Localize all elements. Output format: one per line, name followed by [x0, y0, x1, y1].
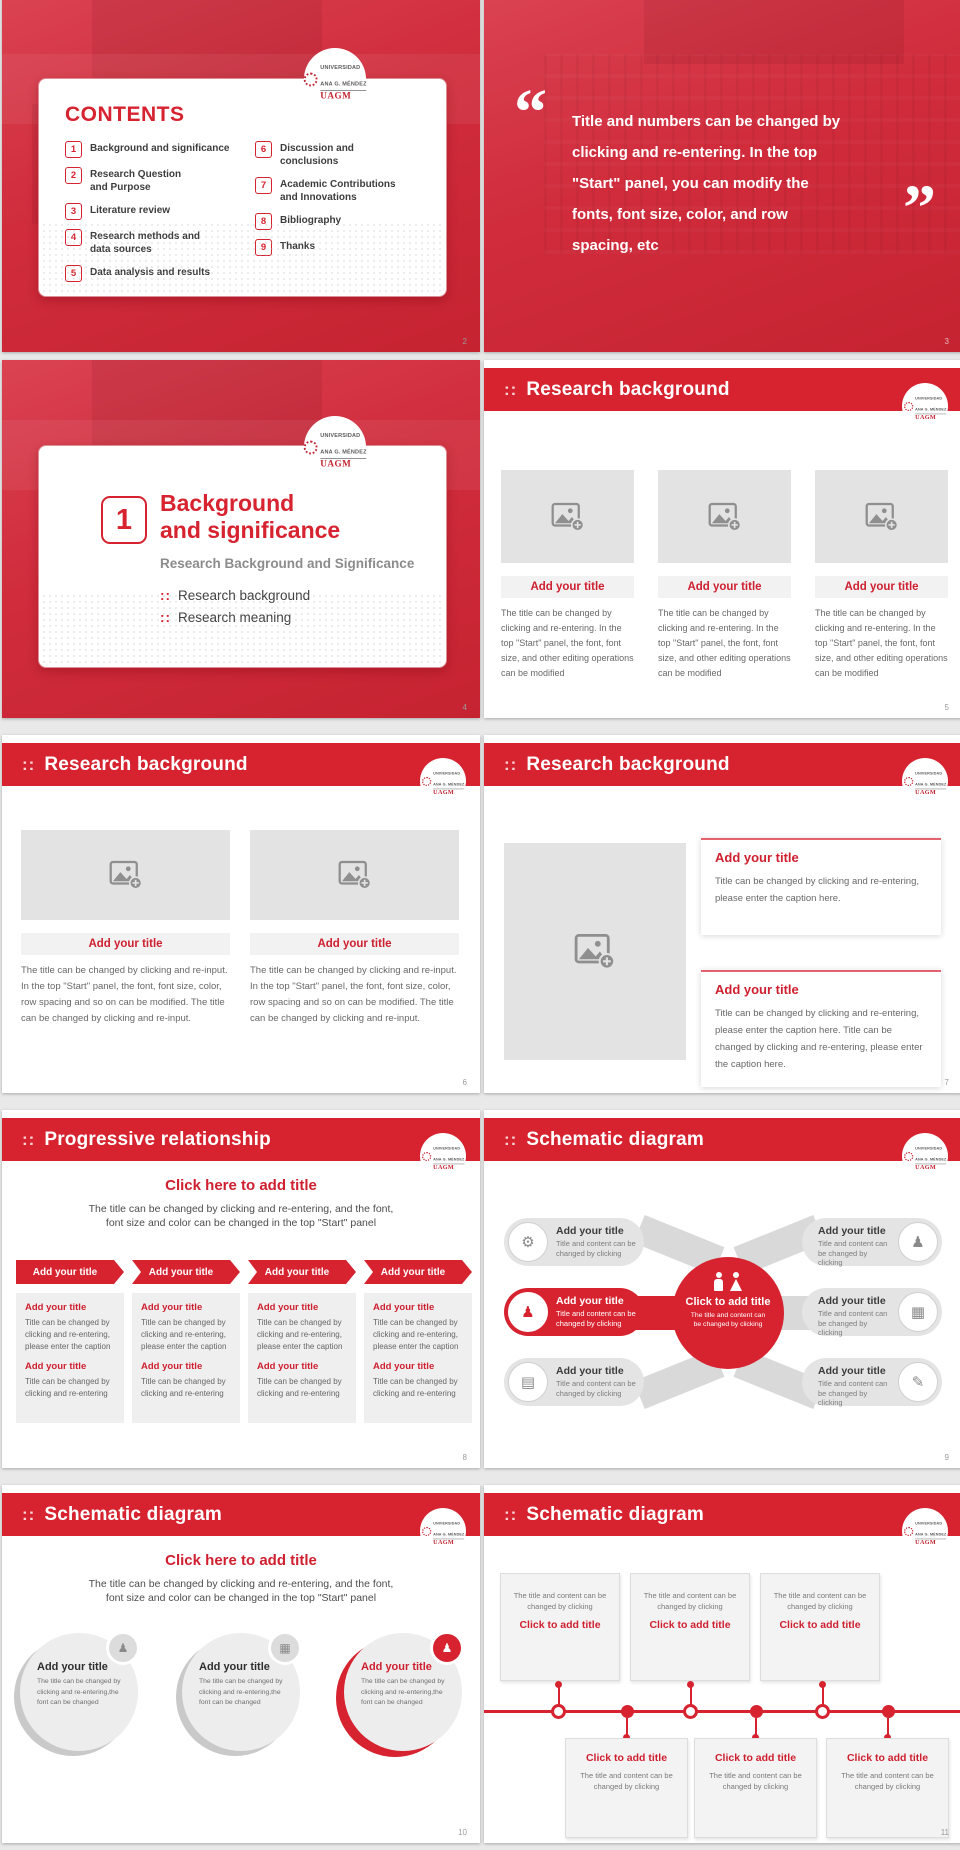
- hub-item-pill[interactable]: [802, 1218, 942, 1266]
- arrow-step-header[interactable]: Add your title: [364, 1260, 462, 1284]
- timeline-title: Click to add title: [519, 1619, 601, 1631]
- timeline-bottom-box[interactable]: [826, 1738, 949, 1838]
- uagm-logo-badge: [304, 48, 366, 110]
- section-bullet: :: Research meaning: [160, 610, 292, 625]
- hub-item-pill[interactable]: [504, 1218, 644, 1266]
- toc-number: 8: [255, 213, 272, 230]
- body-title: Click here to add title: [165, 1177, 317, 1194]
- slide-research2-thumbnail[interactable]: [2, 735, 480, 1093]
- card-title[interactable]: Add your title: [658, 576, 791, 598]
- pill-title: Add your title: [556, 1225, 624, 1237]
- quote-line: clicking and re-entering. In the top: [572, 144, 818, 161]
- table-of-contents: [65, 141, 413, 282]
- pill-title: Add your title: [818, 1365, 886, 1377]
- toc-number: 1: [65, 141, 82, 158]
- card-columns: [21, 830, 459, 1027]
- quote-text: [572, 106, 884, 261]
- cell-title: Add your title: [25, 1361, 87, 1372]
- close-quote-icon: ”: [903, 172, 936, 245]
- page-number: 3: [944, 337, 949, 346]
- body-title: Click here to add title: [165, 1552, 317, 1569]
- slide-hub-thumbnail[interactable]: [484, 1110, 960, 1468]
- content-card: [250, 830, 459, 1027]
- pill-body: Title and content can be changed by clicking: [818, 1309, 888, 1337]
- uagm-flower-icon: [904, 776, 913, 785]
- circle-title: Add your title: [199, 1661, 270, 1673]
- slide-header-title: Progressive relationship: [44, 1128, 271, 1150]
- box-body: Title can be changed by clicking and re-entering, please enter the caption here. Title can be changed by clicking and re-entering, please enter the caption here.: [715, 1008, 923, 1070]
- uagm-logo: UNIVERSIDAD ANA G. MÉNDEZ UAGM: [904, 1141, 946, 1171]
- timeline-title: Click to add title: [779, 1619, 861, 1631]
- pencil-icon: ✎: [898, 1362, 938, 1402]
- cell-title: Add your title: [373, 1361, 435, 1372]
- uagm-logo: UNIVERSIDAD ANA G. MÉNDEZ UAGM: [422, 766, 464, 796]
- slide-header-bar: [484, 368, 960, 411]
- image-placeholder-icon: [109, 860, 143, 890]
- cell-title: Add your title: [257, 1361, 319, 1372]
- uagm-logo-badge: [420, 1508, 466, 1554]
- card-title[interactable]: Add your title: [501, 576, 634, 598]
- card-title[interactable]: Add your title: [250, 933, 459, 955]
- slide-timeline-thumbnail[interactable]: [484, 1485, 960, 1843]
- slide-header-title: Schematic diagram: [526, 1503, 704, 1525]
- timeline-body: The title and content can be changed by clicking: [841, 1771, 934, 1791]
- cell-title: Add your title: [25, 1302, 87, 1313]
- cell-body: Title can be changed by clicking and re-entering, please enter the caption: [141, 1318, 227, 1351]
- hub-item-pill[interactable]: [802, 1288, 942, 1336]
- slide-header-title: Research background: [526, 378, 730, 400]
- timeline-node-ring: [815, 1704, 830, 1719]
- uagm-flower-icon: [422, 776, 431, 785]
- pill-body: Title and content can be changed by clicking: [556, 1379, 636, 1398]
- section-title: Background and significance: [160, 490, 341, 544]
- card-body: The title can be changed by clicking and re-entering. In the top "Start" panel, the font, font size, and other editing operations can be modified: [501, 608, 634, 678]
- uagm-logo-badge: [304, 416, 366, 478]
- pill-title: Add your title: [818, 1225, 886, 1237]
- quote-line: "Start" panel, you can modify the: [572, 175, 809, 192]
- info-box[interactable]: [701, 838, 941, 935]
- page-number: 4: [462, 703, 467, 712]
- step-column: [132, 1260, 240, 1423]
- step-box: [16, 1293, 124, 1423]
- bullet-dots-icon: ::: [160, 588, 171, 603]
- card-body: The title can be changed by clicking and re-entering. In the top "Start" panel, the font, font size, and other editing operations can be modified: [815, 608, 948, 678]
- timeline-node-ring: [683, 1704, 698, 1719]
- circle-title: Add your title: [37, 1661, 108, 1673]
- pill-body: Title and content can be changed by clicking: [818, 1379, 888, 1407]
- page-number: 9: [944, 1453, 949, 1462]
- presenter-icon: ♟: [430, 1631, 464, 1665]
- slide-header-title: Research background: [526, 753, 730, 775]
- circle-items: [20, 1633, 462, 1751]
- slide-header-bar: [2, 1118, 480, 1161]
- uagm-logo: UNIVERSIDAD ANA G. MÉNDEZ UAGM: [422, 1516, 464, 1546]
- cell-title: Add your title: [373, 1302, 435, 1313]
- image-placeholder-icon: [574, 933, 616, 970]
- hub-item-pill[interactable]: [504, 1288, 644, 1336]
- uagm-logo-badge: [902, 383, 948, 429]
- slide-research3-thumbnail[interactable]: [484, 360, 960, 718]
- pill-body: Title and content can be changed by clicking: [818, 1239, 888, 1267]
- slide-section-thumbnail[interactable]: [2, 360, 480, 718]
- image-placeholder-icon: [708, 502, 742, 532]
- uagm-logo: [304, 56, 367, 101]
- timeline-top-box[interactable]: [500, 1573, 620, 1681]
- uagm-logo-badge: [902, 758, 948, 804]
- content-card: [21, 830, 230, 1027]
- toc-number: 6: [255, 141, 272, 158]
- contents-card: [38, 78, 447, 297]
- slide-header-bar: [484, 1118, 960, 1161]
- gear-icon: ⚙: [508, 1222, 548, 1262]
- uagm-logo: UNIVERSIDAD ANA G. MÉNDEZ UAGM: [904, 766, 946, 796]
- uagm-flower-icon: [904, 1151, 913, 1160]
- header-dots-icon: ::: [504, 1129, 518, 1149]
- cell-body: Title can be changed by clicking and re-entering: [373, 1377, 458, 1398]
- uagm-acronym: UAGM: [320, 90, 366, 102]
- uagm-logo-badge: [420, 758, 466, 804]
- header-dots-icon: ::: [22, 1129, 36, 1149]
- image-placeholder-icon: [865, 502, 899, 532]
- image-placeholder[interactable]: [815, 470, 948, 563]
- circle-body: The title can be changed by clicking and re-entering,the font can be changed: [361, 1678, 445, 1706]
- toc-item[interactable]: [65, 167, 233, 194]
- slide-quote-thumbnail[interactable]: [484, 0, 960, 352]
- circle-item[interactable]: [20, 1633, 138, 1751]
- toc-item[interactable]: [255, 177, 413, 204]
- slide-contents-thumbnail[interactable]: [2, 0, 480, 352]
- header-dots-icon: ::: [22, 754, 36, 774]
- timeline-title: Click to add title: [846, 1752, 929, 1764]
- section-number-badge: 1: [101, 496, 147, 544]
- image-placeholder[interactable]: [501, 470, 634, 563]
- card-title[interactable]: Add your title: [21, 933, 230, 955]
- hub-center-body: The title and content can be changed by clicking: [690, 1312, 766, 1328]
- open-quote-icon: “: [514, 76, 547, 149]
- toc-number: 2: [65, 167, 82, 184]
- cell-title: Add your title: [141, 1361, 203, 1372]
- slide-header-bar: [484, 743, 960, 786]
- quote-line: spacing, etc: [572, 237, 659, 254]
- board-icon: ▦: [268, 1631, 302, 1665]
- uagm-acronym: UAGM: [320, 458, 366, 470]
- slide-header-title: Research background: [44, 753, 248, 775]
- header-dots-icon: ::: [504, 754, 518, 774]
- team-icon: ♟: [106, 1631, 140, 1665]
- image-placeholder[interactable]: [250, 830, 459, 920]
- cell-body: Title can be changed by clicking and re-entering, please enter the caption: [373, 1318, 459, 1351]
- toc-item[interactable]: [65, 203, 233, 220]
- toc-label: Thanks: [280, 241, 316, 252]
- page-number: 6: [462, 1078, 467, 1087]
- cell-title: Add your title: [257, 1302, 319, 1313]
- hub-center-title: Click to add title: [685, 1296, 771, 1308]
- speaker-icon: ♟: [898, 1222, 938, 1262]
- slide-circles-thumbnail[interactable]: [2, 1485, 480, 1843]
- toc-label: Literature review: [90, 205, 171, 216]
- section-bullet: :: Research background: [160, 588, 311, 603]
- page-number: 5: [944, 703, 949, 712]
- header-dots-icon: ::: [504, 379, 518, 399]
- image-placeholder[interactable]: [658, 470, 791, 563]
- uagm-flower-icon: [904, 1526, 913, 1535]
- pill-title: Add your title: [818, 1295, 886, 1307]
- step-column: [248, 1260, 356, 1423]
- cell-body: Title can be changed by clicking and re-entering: [25, 1377, 110, 1398]
- slide-header-bar: [2, 743, 480, 786]
- presenter-icon: ♟: [508, 1292, 548, 1332]
- step-box: [132, 1293, 240, 1423]
- hub-item-pill[interactable]: [802, 1358, 942, 1406]
- toc-item[interactable]: [65, 265, 233, 282]
- page-number: 10: [458, 1828, 467, 1837]
- quote-line: fonts, font size, color, and row: [572, 206, 788, 223]
- page-number: 2: [462, 337, 467, 346]
- uagm-logo-badge: [902, 1508, 948, 1554]
- pill-body: Title and content can be changed by clicking: [556, 1239, 636, 1258]
- toc-number: 5: [65, 265, 82, 282]
- timeline-node-ring: [551, 1704, 566, 1719]
- circle-body: The title can be changed by clicking and re-entering,the font can be changed: [199, 1678, 283, 1706]
- toc-item[interactable]: [255, 239, 413, 256]
- toc-number: 9: [255, 239, 272, 256]
- woman-icon: [730, 1272, 742, 1291]
- box-title: Add your title: [715, 850, 799, 865]
- slide-research1-thumbnail[interactable]: [484, 735, 960, 1093]
- timeline-node-dot: [750, 1705, 763, 1718]
- toc-item[interactable]: [65, 229, 233, 256]
- circle-title: Add your title: [361, 1661, 432, 1673]
- uagm-flower-icon: [304, 440, 318, 454]
- timeline-node-dot: [621, 1705, 634, 1718]
- card-body: The title can be changed by clicking and re-input. In the top "Start" panel, the font, font size, color, row spacing and so on can be modified. The title can be changed by clicking and re-input.: [21, 965, 228, 1024]
- timeline-title: Click to add title: [585, 1752, 668, 1764]
- circle-item[interactable]: [344, 1633, 462, 1751]
- circle-item[interactable]: [182, 1633, 300, 1751]
- page-number: 8: [462, 1453, 467, 1462]
- body-subtitle: The title can be changed by clicking and re-entering, and the font, font size and color can be changed in the top "Start" panel: [88, 1203, 394, 1229]
- cell-title: Add your title: [141, 1302, 203, 1313]
- hub-item-pill[interactable]: [504, 1358, 644, 1406]
- image-placeholder[interactable]: [21, 830, 230, 920]
- contents-title: CONTENTS: [65, 103, 185, 126]
- info-box[interactable]: [701, 970, 941, 1087]
- slide-header-bar: [2, 1493, 480, 1536]
- image-placeholder-icon: [551, 502, 585, 532]
- step-box: [248, 1293, 356, 1423]
- arrow-step-header[interactable]: Add your title: [248, 1260, 346, 1284]
- image-placeholder[interactable]: [504, 843, 686, 1060]
- toc-label: Bibliography: [280, 215, 342, 226]
- timeline-body: The title and content can be changed by clicking: [513, 1591, 607, 1611]
- circle-body: The title can be changed by clicking and re-entering,the font can be changed: [37, 1678, 121, 1706]
- cell-body: Title can be changed by clicking and re-entering, please enter the caption: [257, 1318, 343, 1351]
- card-body: The title can be changed by clicking and re-entering. In the top "Start" panel, the font, font size, and other editing operations can be modified: [658, 608, 791, 678]
- page-number: 7: [944, 1078, 949, 1087]
- slide-progressive-thumbnail[interactable]: [2, 1110, 480, 1468]
- timeline-body: The title and content can be changed by clicking: [773, 1591, 867, 1611]
- timeline-body: The title and content can be changed by clicking: [580, 1771, 673, 1791]
- content-card: [658, 470, 791, 681]
- uagm-flower-icon: [422, 1526, 431, 1535]
- page-number: 11: [940, 1828, 949, 1837]
- timeline-bottom-box[interactable]: [565, 1738, 688, 1838]
- arrow-step-header[interactable]: Add your title: [132, 1260, 230, 1284]
- uagm-logo-badge: [902, 1133, 948, 1179]
- document-icon: ▤: [508, 1362, 548, 1402]
- pill-title: Add your title: [556, 1365, 624, 1377]
- timeline-top-box[interactable]: [630, 1573, 750, 1681]
- uagm-flower-icon: [422, 1151, 431, 1160]
- content-card: [815, 470, 948, 681]
- university-name: UNIVERSIDAD ANA G. MÉNDEZ: [320, 432, 367, 455]
- toc-label: Background and significance: [90, 143, 230, 154]
- timeline-body: The title and content can be changed by clicking: [709, 1771, 802, 1791]
- step-column: [364, 1260, 472, 1423]
- cell-body: Title can be changed by clicking and re-entering, please enter the caption: [25, 1318, 111, 1351]
- quote-line: Title and numbers can be changed by: [572, 113, 841, 130]
- card-title[interactable]: Add your title: [815, 576, 948, 598]
- toc-label: Discussion and conclusions: [280, 143, 354, 167]
- toc-label: Data analysis and results: [90, 267, 211, 278]
- uagm-logo: UNIVERSIDAD ANA G. MÉNDEZ UAGM: [904, 1516, 946, 1546]
- pill-title: Add your title: [556, 1295, 624, 1307]
- slide-header-title: Schematic diagram: [526, 1128, 704, 1150]
- chart-icon: ▦: [898, 1292, 938, 1332]
- header-dots-icon: ::: [22, 1504, 36, 1524]
- step-box: [364, 1293, 472, 1423]
- hub-center-circle[interactable]: [672, 1257, 784, 1369]
- building-shape: [644, 0, 904, 64]
- people-icon: [672, 1272, 784, 1291]
- man-icon: [714, 1272, 723, 1291]
- timeline-title: Click to add title: [649, 1619, 731, 1631]
- card-columns: [501, 470, 948, 681]
- image-placeholder-icon: [338, 860, 372, 890]
- card-body: The title can be changed by clicking and re-input. In the top "Start" panel, the font, font size, color, row spacing and so on can be modified. The title can be changed by clicking and re-input.: [250, 965, 457, 1024]
- uagm-logo-badge: [420, 1133, 466, 1179]
- uagm-logo: [304, 424, 367, 469]
- section-subtitle: Research Background and Significance: [160, 556, 415, 571]
- slide-header-title: Schematic diagram: [44, 1503, 222, 1525]
- step-column: [16, 1260, 124, 1423]
- section-bullets: [160, 588, 310, 625]
- toc-item[interactable]: [255, 141, 413, 168]
- cell-body: Title can be changed by clicking and re-entering: [141, 1377, 226, 1398]
- pill-body: Title and content can be changed by clicking: [556, 1309, 636, 1328]
- slide-header-bar: [484, 1493, 960, 1536]
- uagm-flower-icon: [904, 401, 913, 410]
- uagm-flower-icon: [304, 72, 318, 86]
- bullet-dots-icon: ::: [160, 610, 171, 625]
- uagm-logo: UNIVERSIDAD ANA G. MÉNDEZ UAGM: [422, 1141, 464, 1171]
- cell-body: Title can be changed by clicking and re-entering: [257, 1377, 342, 1398]
- timeline-body: The title and content can be changed by clicking: [643, 1591, 737, 1611]
- box-body: Title can be changed by clicking and re-entering, please enter the caption here.: [715, 876, 920, 904]
- header-dots-icon: ::: [504, 1504, 518, 1524]
- toc-item[interactable]: [255, 213, 413, 230]
- toc-number: 3: [65, 203, 82, 220]
- timeline-top-box[interactable]: [760, 1573, 880, 1681]
- toc-number: 4: [65, 229, 82, 246]
- section-card: [38, 445, 447, 668]
- university-name: UNIVERSIDAD ANA G. MÉNDEZ: [320, 64, 367, 87]
- timeline-title: Click to add title: [714, 1752, 797, 1764]
- toc-label: Research Question and Purpose: [90, 169, 182, 193]
- toc-label: Research methods and data sources: [90, 231, 201, 255]
- toc-label: Academic Contributions and Innovations: [280, 179, 396, 203]
- arrow-step-header[interactable]: Add your title: [16, 1260, 114, 1284]
- timeline-node-dot: [882, 1705, 895, 1718]
- uagm-logo: UNIVERSIDAD ANA G. MÉNDEZ UAGM: [904, 391, 946, 421]
- box-title: Add your title: [715, 982, 799, 997]
- toc-item[interactable]: [65, 141, 233, 158]
- content-card: [501, 470, 634, 681]
- timeline-bottom-box[interactable]: [694, 1738, 817, 1838]
- step-columns: [16, 1260, 472, 1423]
- body-subtitle: The title can be changed by clicking and re-entering, and the font, font size and color can be changed in the top "Start" panel: [88, 1578, 394, 1604]
- toc-number: 7: [255, 177, 272, 194]
